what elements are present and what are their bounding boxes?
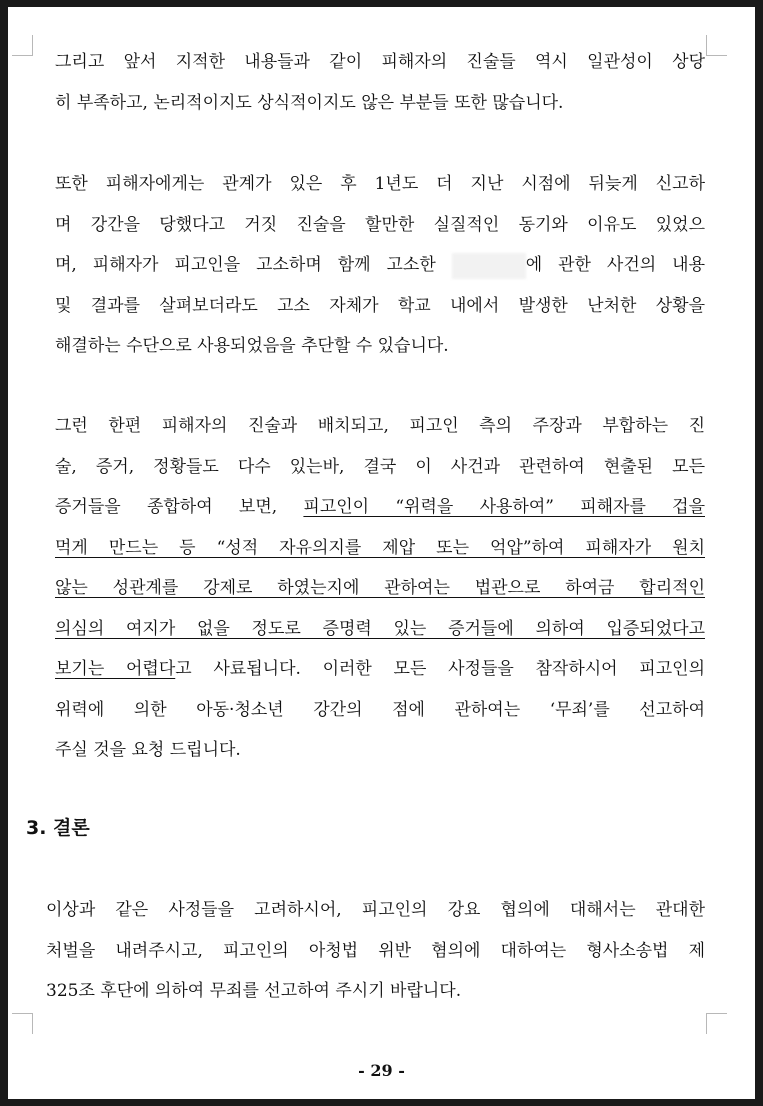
text-line: 히 부족하고, 논리적이지도 상식적이지도 않은 부분들 또한 많습니다. <box>55 92 564 113</box>
text-line: 술, 증거, 정황들도 다수 있는바, 결국 이 사건과 관련하여 현출된 모든 <box>55 456 705 477</box>
underlined-text: 보기는 어렵다 <box>55 659 176 679</box>
section-heading: 3. 결론 <box>26 817 90 839</box>
text-line <box>55 535 705 576</box>
redaction-mask <box>452 253 526 279</box>
text-line: 및 결과를 살펴보더라도 고소 자체가 학교 내에서 발생한 난처한 상황을 <box>55 295 705 316</box>
text-segment: 에 관한 사건의 내용 <box>525 255 705 275</box>
underlined-text: 먹게 만드는 등 “성적 자유의지를 제압 또는 억압”하여 피해자가 원치 <box>55 537 705 558</box>
text-line <box>55 252 705 293</box>
paragraph-3 <box>55 413 705 778</box>
text-segment: 며, 피해자가 피고인을 고소하며 함께 고소한 <box>55 255 436 275</box>
crop-mark-top-right <box>706 35 727 56</box>
paragraph-1 <box>55 49 705 130</box>
text-segment: 고 사료됩니다. 이러한 모든 사정들을 참작하시어 피고인의 <box>175 659 705 679</box>
underlined-text: 않는 성관계를 강제로 하였는지에 관하여는 법관으로 하여금 합리적인 <box>55 578 705 598</box>
text-line: 또한 피해자에게는 관계가 있은 후 1년도 더 지난 시점에 뒤늦게 신고하 <box>55 174 705 194</box>
underlined-text: 피고인이 “위력을 사용하여” 피해자를 겁을 <box>303 497 705 517</box>
text-line: 위력에 의한 아동·청소년 강간의 점에 관하여는 ‘무죄’를 선고하여 <box>55 699 705 720</box>
text-segment: 증거들을 종합하여 보면, <box>55 497 304 517</box>
crop-mark-top-left <box>12 35 33 56</box>
underlined-text: 의심의 여지가 없을 정도로 증명력 있는 증거들에 의하여 입증되었다고 <box>55 618 705 639</box>
text-line: 며 강간을 당했다고 거짓 진술을 할만한 실질적인 동기와 이유도 있었으 <box>55 214 705 235</box>
text-line <box>55 656 705 697</box>
text-line: 해결하는 수단으로 사용되었음을 추단할 수 있습니다. <box>55 336 449 356</box>
text-line <box>55 616 705 657</box>
paragraph-4 <box>46 897 705 1019</box>
text-line <box>55 494 705 535</box>
crop-mark-bottom-right <box>706 1013 727 1034</box>
text-line: 그런 한편 피해자의 진술과 배치되고, 피고인 측의 주장과 부합하는 진 <box>55 416 705 436</box>
paragraph-2 <box>55 171 705 374</box>
text-line: 이상과 같은 사정들을 고려하시어, 피고인의 강요 협의에 대해서는 관대한 <box>46 900 705 920</box>
crop-mark-bottom-left <box>12 1013 33 1034</box>
page-number: - 29 - <box>358 1061 405 1080</box>
text-line: 325조 후단에 의하여 무죄를 선고하여 주시기 바랍니다. <box>46 981 462 1001</box>
text-line: 처벌을 내려주시고, 피고인의 아청법 위반 혐의에 대하여는 형사소송법 제 <box>46 940 705 961</box>
text-line <box>55 575 705 616</box>
document-page <box>8 7 755 1099</box>
text-line: 주실 것을 요청 드립니다. <box>55 740 241 760</box>
text-line: 그리고 앞서 지적한 내용들과 같이 피해자의 진술들 역시 일관성이 상당 <box>55 52 705 72</box>
